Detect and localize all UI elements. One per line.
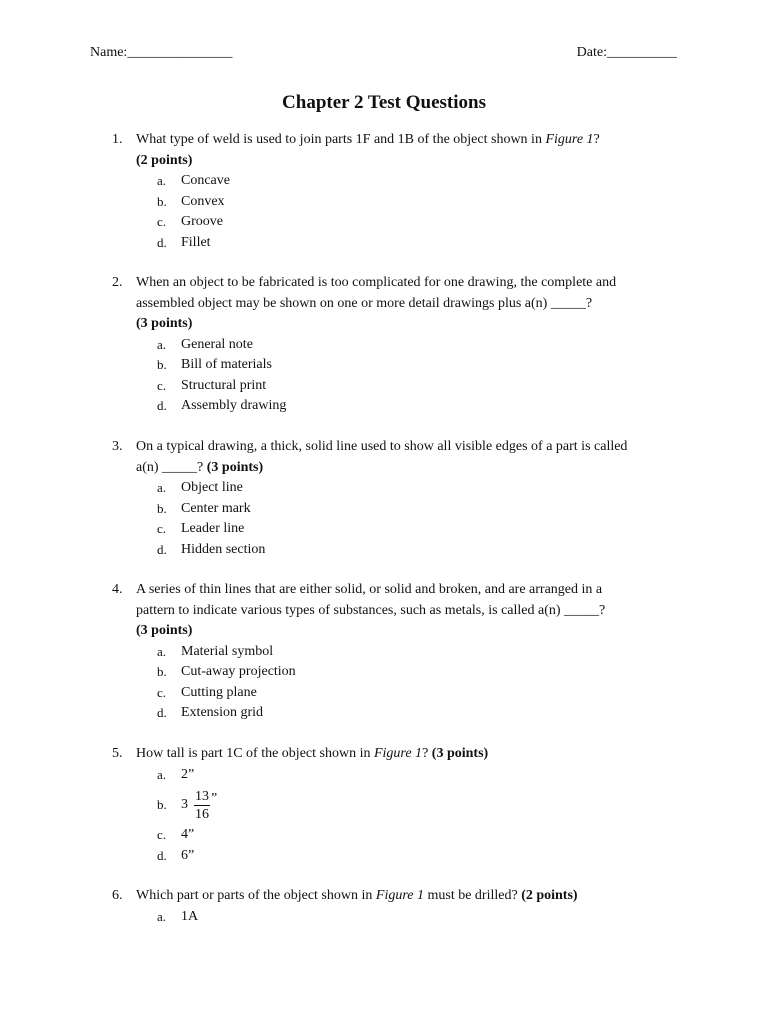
- question-6: [0, 886, 768, 927]
- question-points: (3 points): [206, 459, 264, 475]
- fraction-denominator: 16: [195, 806, 209, 822]
- option-text: Cutting plane: [181, 684, 257, 700]
- answer-option: [0, 683, 768, 704]
- option-letter: c.: [157, 827, 167, 842]
- option-text: Structural print: [181, 377, 267, 393]
- question-1: [0, 130, 768, 253]
- option-text: Concave: [181, 173, 230, 188]
- option-letter: d.: [157, 234, 167, 250]
- question-text: What type of weld is used to join parts 1F and 1B of the object shown in Figure 1?: [136, 132, 600, 147]
- question-text-continued: pattern to indicate various types of substances, such as metals, is called a(n) _____?: [136, 602, 606, 618]
- answer-option: [0, 396, 768, 417]
- option-text: 6”: [181, 847, 195, 863]
- question-points: (3 points): [136, 623, 193, 638]
- answer-option: [0, 499, 768, 520]
- option-letter: a.: [157, 766, 167, 782]
- option-text: Convex: [181, 193, 225, 209]
- answer-option: [0, 233, 768, 254]
- option-text: Material symbol: [181, 643, 274, 659]
- option-letter: c.: [157, 214, 167, 229]
- option-letter: a.: [157, 336, 167, 352]
- answer-option: [0, 662, 768, 683]
- option-text: Extension grid: [181, 705, 264, 720]
- option-text: General note: [181, 336, 253, 352]
- inch-mark: ”: [211, 790, 218, 806]
- answer-option: [0, 355, 768, 376]
- answer-option: [0, 478, 768, 499]
- option-text: 1A: [181, 908, 199, 924]
- question-text-continued: assembled object may be shown on one or more detail drawings plus a(n) _____?: [136, 295, 593, 311]
- question-5: [0, 744, 768, 866]
- option-letter: a.: [157, 173, 167, 188]
- option-text: [181, 785, 217, 825]
- figure-reference: Figure 1: [545, 132, 594, 147]
- option-letter: a.: [157, 908, 167, 924]
- figure-reference: Figure 1: [375, 888, 424, 903]
- question-3: [0, 437, 768, 560]
- answer-option: [0, 540, 768, 561]
- option-text: Bill of materials: [181, 357, 272, 372]
- answer-option: [0, 703, 768, 724]
- answer-option: [0, 335, 768, 356]
- fraction-numerator: 13: [195, 788, 209, 804]
- option-text: Leader line: [181, 521, 245, 536]
- question-number: 4.: [112, 582, 123, 597]
- option-text: Fillet: [181, 234, 211, 250]
- option-letter: c.: [157, 521, 167, 536]
- name-field-label: Name:_______________: [90, 45, 233, 60]
- option-text: Center mark: [181, 500, 251, 516]
- option-letter: b.: [157, 193, 167, 209]
- question-number: 3.: [112, 439, 123, 454]
- option-text: Object line: [181, 480, 243, 495]
- page-title: Chapter 2 Test Questions: [282, 92, 486, 113]
- question-text: How tall is part 1C of the object shown in Figure 1? (3 points): [136, 746, 489, 761]
- question-number: 2.: [112, 275, 123, 290]
- option-letter: d.: [157, 705, 167, 720]
- question-2: [0, 273, 768, 417]
- question-text: A series of thin lines that are either solid, or solid and broken, and are arranged in a: [136, 582, 603, 597]
- option-letter: b.: [157, 797, 167, 812]
- question-points: (2 points): [521, 888, 578, 903]
- option-letter: a.: [157, 480, 167, 495]
- question-number: 5.: [112, 746, 123, 761]
- option-letter: b.: [157, 357, 167, 372]
- answer-option: [0, 376, 768, 397]
- question-text: Which part or parts of the object shown in Figure 1 must be drilled? (2 points): [136, 888, 578, 903]
- question-points: (3 points): [431, 746, 489, 761]
- question-points: (3 points): [136, 316, 193, 331]
- option-letter: a.: [157, 643, 167, 659]
- answer-option: [0, 642, 768, 663]
- fraction: [194, 788, 210, 823]
- date-field-label: Date:__________: [576, 45, 677, 60]
- option-text: Hidden section: [181, 541, 266, 557]
- option-letter: b.: [157, 664, 167, 679]
- option-letter: d.: [157, 847, 167, 863]
- option-text: 4”: [181, 827, 195, 842]
- answer-option: [0, 825, 768, 846]
- question-4: [0, 580, 768, 724]
- answer-option: [0, 212, 768, 233]
- fraction-whole: 3: [181, 796, 188, 812]
- question-text: On a typical drawing, a thick, solid line used to show all visible edges of a part is called: [136, 439, 628, 454]
- option-letter: d.: [157, 398, 167, 413]
- answer-option: [0, 785, 768, 825]
- answer-option: [0, 846, 768, 867]
- option-letter: c.: [157, 377, 167, 393]
- figure-reference: Figure 1: [373, 746, 423, 761]
- question-text: When an object to be fabricated is too complicated for one drawing, the complete and: [136, 275, 617, 290]
- option-text: 2”: [181, 766, 195, 782]
- option-letter: d.: [157, 541, 167, 557]
- question-number: 1.: [112, 132, 123, 147]
- answer-option: [0, 519, 768, 540]
- question-points: (2 points): [136, 152, 193, 168]
- answer-option: [0, 192, 768, 213]
- option-letter: b.: [157, 500, 167, 516]
- option-text: Assembly drawing: [181, 398, 287, 413]
- answer-option: [0, 907, 768, 928]
- answer-option: [0, 171, 768, 192]
- option-text: Groove: [181, 214, 223, 229]
- answer-option: [0, 765, 768, 786]
- option-text: Cut-away projection: [181, 664, 296, 679]
- option-letter: c.: [157, 684, 167, 700]
- question-number: 6.: [112, 888, 123, 903]
- question-text-continued: a(n) _____? (3 points): [136, 459, 264, 475]
